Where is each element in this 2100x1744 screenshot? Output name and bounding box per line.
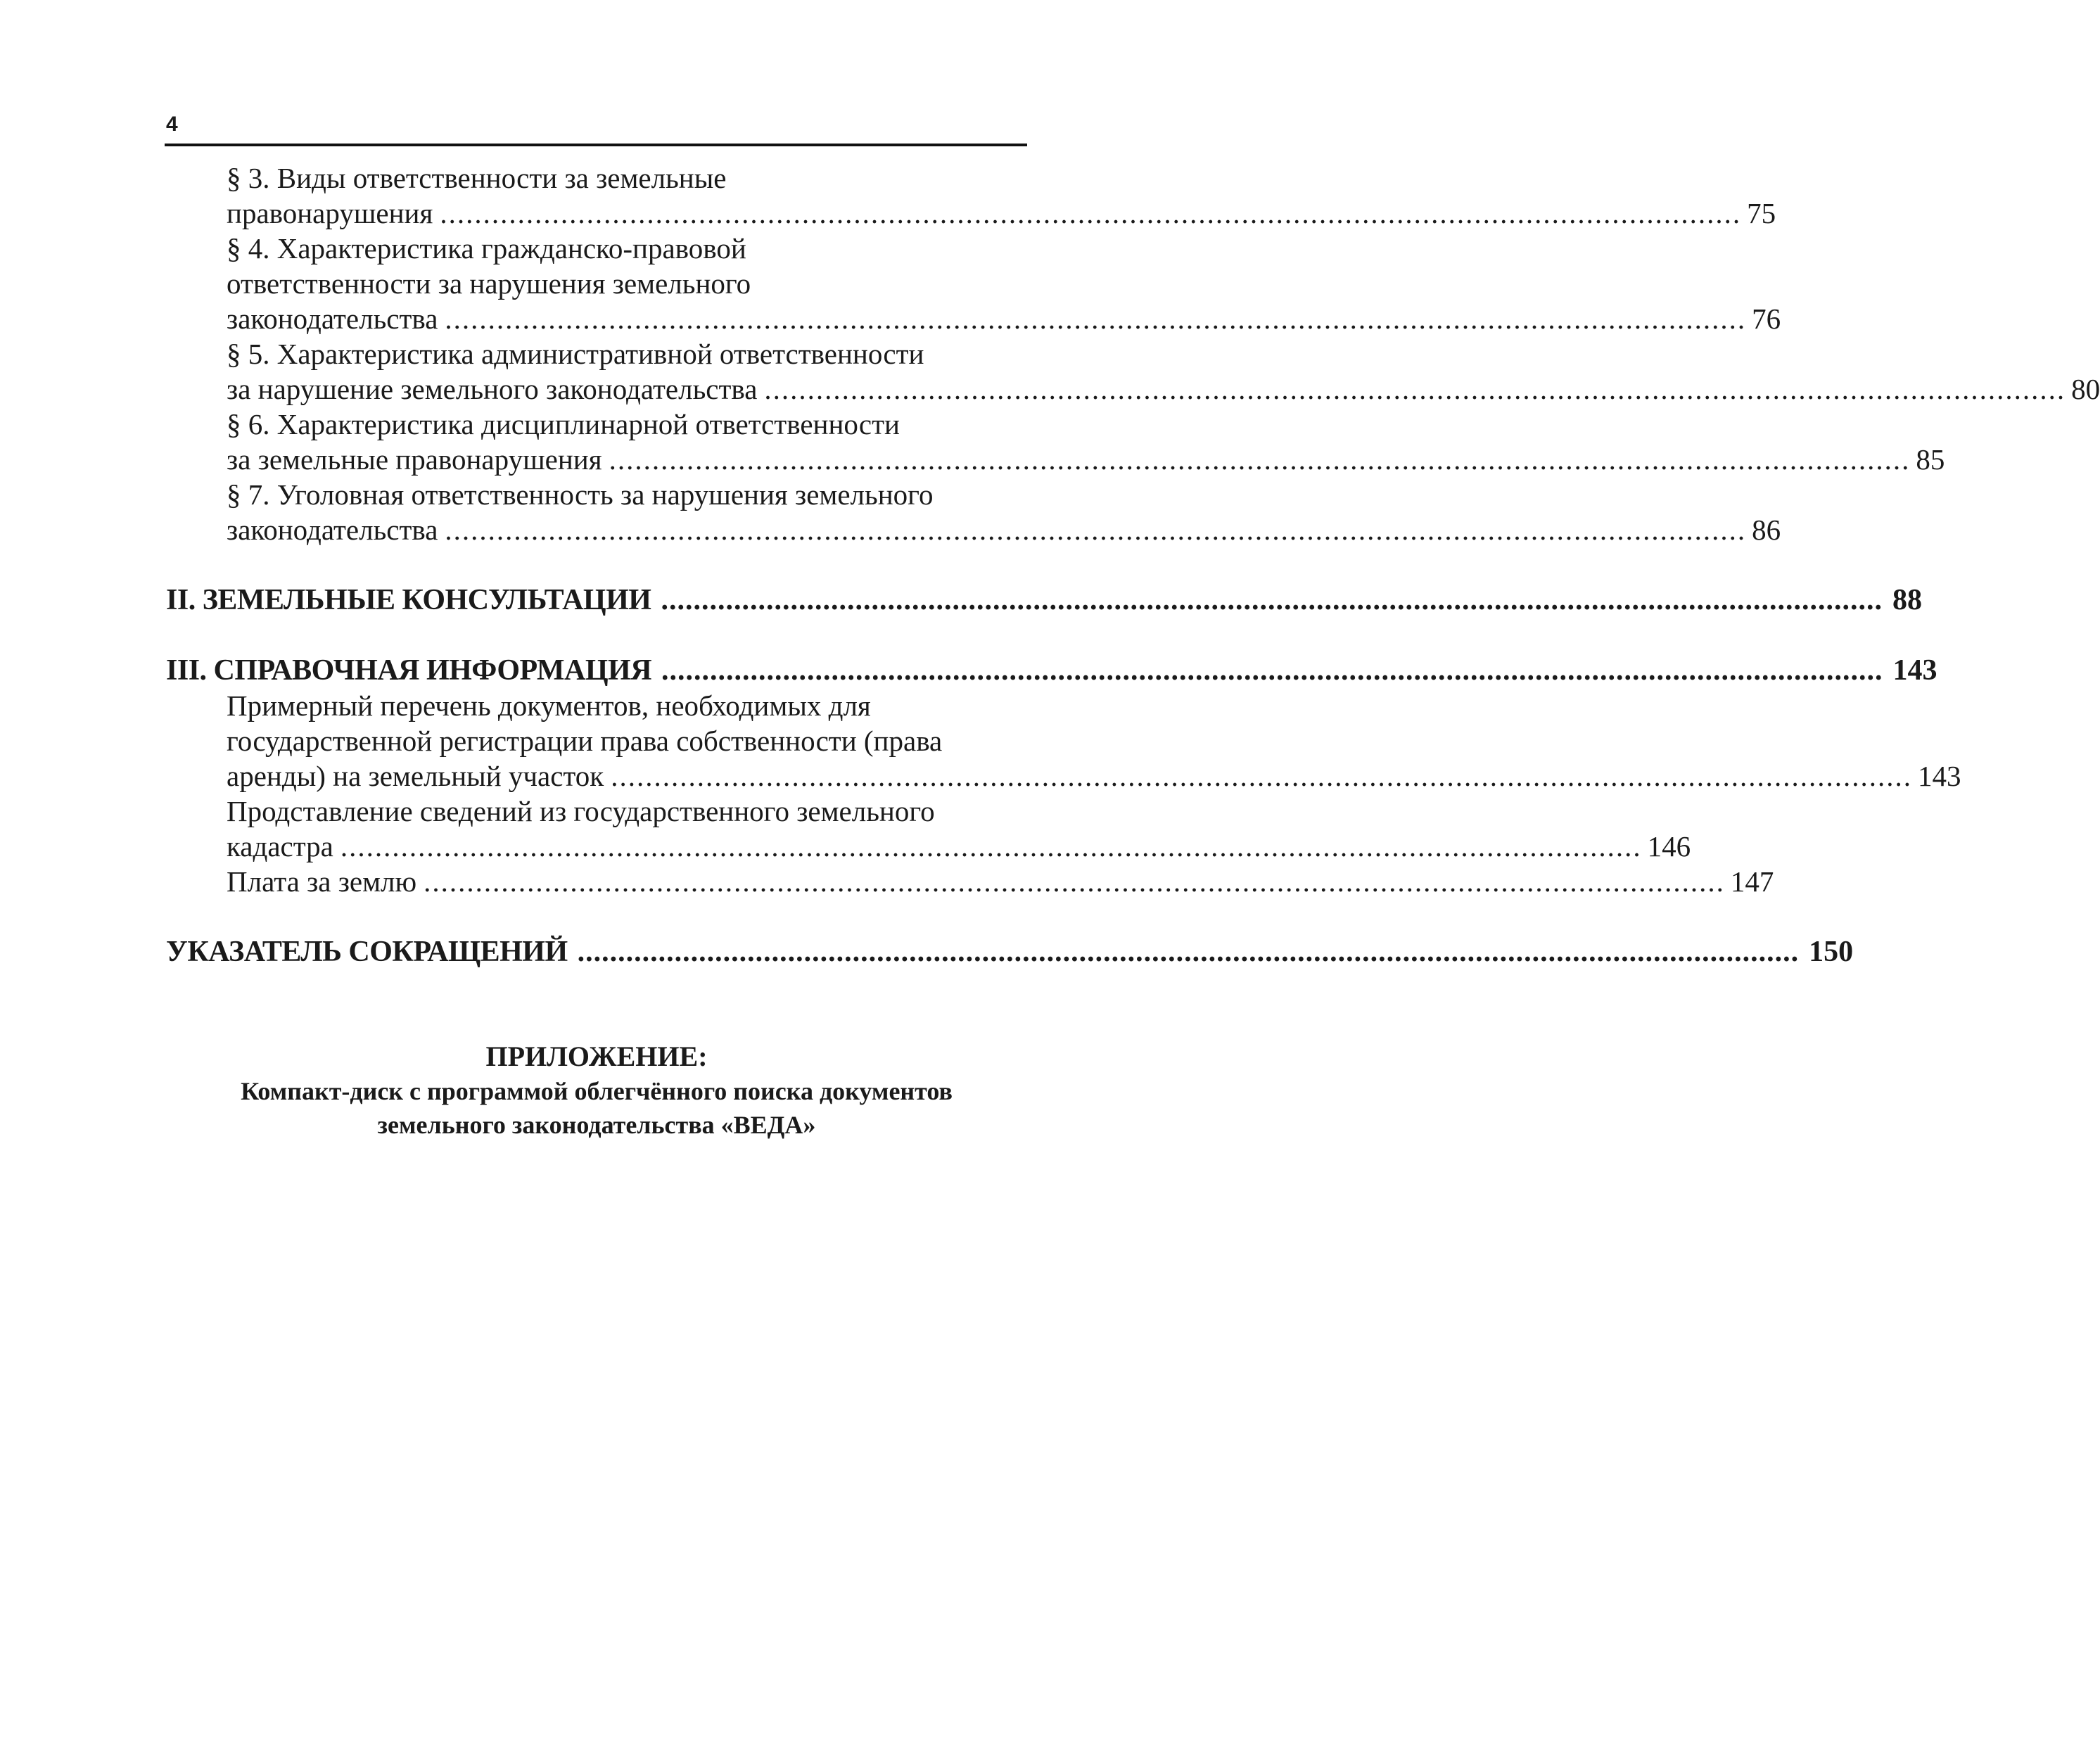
toc-entry-7-text: законодательства: [227, 514, 438, 546]
appendix-description-line-1: Компакт-диск с программой облегчённого поиска документов: [241, 1077, 953, 1105]
toc-section-4: [166, 934, 1854, 969]
toc-entry-3-page: 75: [1747, 197, 1776, 229]
dot-leader: .......................................................................................................................................................: [440, 197, 1742, 229]
toc-info-3-last-line: [227, 864, 1774, 899]
toc-entry-4-line-1: § 4. Характеристика гражданско-правовой: [227, 232, 746, 265]
dot-leader: .......................................................................................................................................................: [611, 760, 1912, 792]
toc-entry-3-text: правонарушения: [227, 197, 433, 229]
dot-leader: .......................................................................................................................................................: [340, 830, 1642, 863]
toc-entry-6-page: 85: [1916, 443, 1945, 476]
dot-leader: .......................................................................................................................................................: [764, 373, 2066, 405]
toc-info-1-page: 143: [1917, 760, 1961, 792]
page-number: 4: [166, 113, 178, 136]
dot-leader: .......................................................................................................................................................: [609, 443, 1911, 476]
toc-entry-5-last-line: [227, 371, 2100, 407]
appendix-title: ПРИЛОЖЕНИЕ:: [485, 1040, 708, 1072]
toc-section-2-title: II. ЗЕМЕЛЬНЫЕ КОНСУЛЬТАЦИИ: [166, 584, 651, 616]
toc-entry-6-text: за земельные правонарушения: [227, 443, 602, 476]
toc-info-1-line-1: Примерный перечень документов, необходимых для: [227, 689, 871, 722]
toc-entry-4-last-line: [227, 301, 1781, 336]
toc-section-2: [166, 583, 1922, 618]
dot-leader: .......................................................................................................................................................: [661, 654, 1883, 687]
dot-leader: .......................................................................................................................................................: [424, 865, 1725, 898]
toc-entry-4-text: законодательства: [227, 303, 438, 335]
toc-info-1-line-2: государственной регистрации права собственности (права: [227, 725, 943, 757]
toc-entry-5-line-1: § 5. Характеристика административной ответственности: [227, 338, 924, 370]
toc-entry-6-last-line: [227, 442, 1945, 477]
toc-info-2-text: кадастра: [227, 830, 333, 863]
toc-entry-4-line-2: ответственности за нарушения земельного: [227, 267, 751, 300]
toc-section-4-page: 150: [1809, 936, 1854, 968]
dot-leader: .......................................................................................................................................................: [577, 936, 1800, 968]
toc-section-4-title: УКАЗАТЕЛЬ СОКРАЩЕНИЙ: [166, 936, 568, 968]
toc-info-2-page: 146: [1647, 830, 1691, 863]
toc-entry-5-text: за нарушение земельного законодательства: [227, 373, 758, 405]
dot-leader: .......................................................................................................................................................: [445, 303, 1747, 335]
toc-info-3-page: 147: [1730, 865, 1774, 898]
toc-section-3-title: III. СПРАВОЧНАЯ ИНФОРМАЦИЯ: [166, 654, 652, 687]
toc-entry-7-page: 86: [1752, 514, 1781, 546]
toc-entry-3-last-line: [227, 196, 1776, 231]
header-rule: [165, 144, 1027, 146]
toc-section-3: [166, 653, 1937, 688]
dot-leader: .......................................................................................................................................................: [661, 584, 1883, 616]
toc-entry-3-line-1: § 3. Виды ответственности за земельные: [227, 162, 727, 194]
toc-info-2-line-1: Продставление сведений из государственного земельного: [227, 795, 935, 827]
toc-section-3-page: 143: [1892, 654, 1937, 687]
toc-entry-6-line-1: § 6. Характеристика дисциплинарной ответственности: [227, 408, 900, 440]
dot-leader: .......................................................................................................................................................: [445, 514, 1747, 546]
toc-entry-5-page: 80: [2071, 373, 2100, 405]
toc-info-2-last-line: [227, 829, 1691, 864]
toc-info-3-text: Плата за землю: [227, 865, 417, 898]
toc-info-1-last-line: [227, 758, 1961, 794]
toc-entry-4-page: 76: [1752, 303, 1781, 335]
toc-info-1-text: аренды) на земельный участок: [227, 760, 604, 792]
toc-section-2-page: 88: [1892, 584, 1922, 616]
appendix-description-line-2: земельного законодательства «ВЕДА»: [377, 1111, 816, 1139]
toc-entry-7-last-line: [227, 512, 1781, 547]
toc-entry-7-line-1: § 7. Уголовная ответственность за нарушения земельного: [227, 478, 934, 511]
